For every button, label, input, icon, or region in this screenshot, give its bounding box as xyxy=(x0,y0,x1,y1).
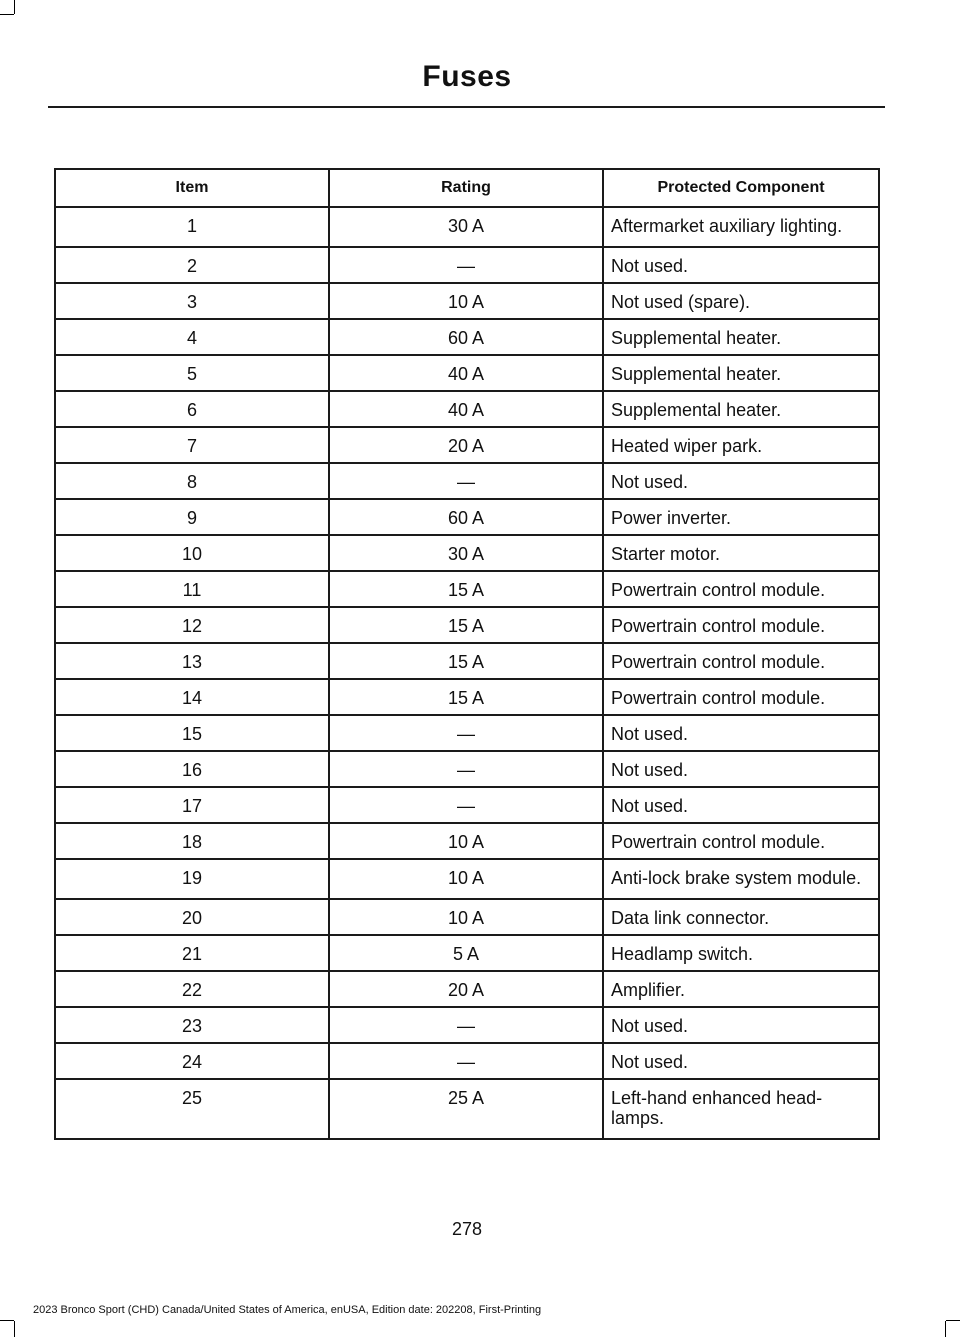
cell-item: 9 xyxy=(55,499,329,535)
cell-protected-component: Powertrain control module. xyxy=(603,823,879,859)
cell-protected-component: Not used. xyxy=(603,787,879,823)
table-row xyxy=(55,1007,879,1043)
cell-rating: — xyxy=(329,247,603,283)
cell-protected-component: Aftermarket auxiliary lighting. xyxy=(603,207,879,247)
page-number: 278 xyxy=(451,1219,483,1239)
cell-item: 11 xyxy=(55,571,329,607)
header-protected-component: Protected Component xyxy=(603,169,879,207)
cell-rating: — xyxy=(329,787,603,823)
cell-protected-component: Amplifier. xyxy=(603,971,879,1007)
cell-item: 2 xyxy=(55,247,329,283)
cell-item: 21 xyxy=(55,935,329,971)
cell-rating: 60 A xyxy=(329,499,603,535)
cell-item: 7 xyxy=(55,427,329,463)
crop-mark xyxy=(0,1320,14,1321)
cell-protected-component: Powertrain control module. xyxy=(603,643,879,679)
table-row xyxy=(55,935,879,971)
cell-item: 18 xyxy=(55,823,329,859)
cell-protected-component: Not used. xyxy=(603,715,879,751)
cell-rating: 15 A xyxy=(329,643,603,679)
cell-protected-component: Not used. xyxy=(603,1043,879,1079)
cell-item: 13 xyxy=(55,643,329,679)
table-row xyxy=(55,319,879,355)
cell-protected-component: Supplemental heater. xyxy=(603,355,879,391)
cell-protected-component: Left-hand enhanced head-lamps. xyxy=(603,1079,879,1139)
cell-item: 16 xyxy=(55,751,329,787)
cell-rating: 15 A xyxy=(329,607,603,643)
cell-item: 20 xyxy=(55,899,329,935)
cell-item: 3 xyxy=(55,283,329,319)
cell-item: 24 xyxy=(55,1043,329,1079)
cell-rating: 20 A xyxy=(329,427,603,463)
crop-mark xyxy=(14,0,15,14)
cell-rating: — xyxy=(329,1043,603,1079)
cell-rating: — xyxy=(329,751,603,787)
table-row xyxy=(55,1043,879,1079)
table-row xyxy=(55,571,879,607)
cell-item: 1 xyxy=(55,207,329,247)
table-row xyxy=(55,971,879,1007)
table-row xyxy=(55,751,879,787)
cell-protected-component: Not used. xyxy=(603,751,879,787)
cell-protected-component: Not used. xyxy=(603,463,879,499)
table-row xyxy=(55,823,879,859)
footer-edition-text: 2023 Bronco Sport (CHD) Canada/United States of America, enUSA, Edition date: 202208, First-Printing xyxy=(33,1304,542,1316)
cell-rating: 30 A xyxy=(329,535,603,571)
table-row xyxy=(55,787,879,823)
table-row xyxy=(55,679,879,715)
title-divider xyxy=(48,106,885,108)
cell-protected-component: Supplemental heater. xyxy=(603,319,879,355)
table-row xyxy=(55,1079,879,1139)
cell-rating: 20 A xyxy=(329,971,603,1007)
cell-item: 5 xyxy=(55,355,329,391)
cell-item: 23 xyxy=(55,1007,329,1043)
cell-protected-component: Not used (spare). xyxy=(603,283,879,319)
cell-rating: 15 A xyxy=(329,571,603,607)
table-row xyxy=(55,355,879,391)
cell-rating: 10 A xyxy=(329,859,603,899)
crop-mark xyxy=(945,1321,946,1337)
table-row xyxy=(55,899,879,935)
cell-rating: — xyxy=(329,1007,603,1043)
table-row xyxy=(55,207,879,247)
cell-item: 6 xyxy=(55,391,329,427)
cell-rating: 10 A xyxy=(329,283,603,319)
header-item: Item xyxy=(55,169,329,207)
fuse-table-body xyxy=(55,207,879,1139)
table-row xyxy=(55,607,879,643)
table-row xyxy=(55,391,879,427)
cell-protected-component: Powertrain control module. xyxy=(603,607,879,643)
table-row xyxy=(55,535,879,571)
cell-protected-component: Powertrain control module. xyxy=(603,571,879,607)
table-row xyxy=(55,643,879,679)
cell-protected-component: Powertrain control module. xyxy=(603,679,879,715)
cell-protected-component: Supplemental heater. xyxy=(603,391,879,427)
cell-protected-component: Anti-lock brake system module. xyxy=(603,859,879,899)
table-header-row xyxy=(55,169,879,207)
table-row xyxy=(55,463,879,499)
cell-protected-component: Heated wiper park. xyxy=(603,427,879,463)
header-rating: Rating xyxy=(329,169,603,207)
cell-item: 8 xyxy=(55,463,329,499)
cell-rating: 25 A xyxy=(329,1079,603,1139)
cell-item: 12 xyxy=(55,607,329,643)
cell-rating: — xyxy=(329,463,603,499)
table-row xyxy=(55,859,879,899)
cell-rating: 5 A xyxy=(329,935,603,971)
table-row xyxy=(55,499,879,535)
cell-item: 15 xyxy=(55,715,329,751)
crop-mark xyxy=(0,14,14,15)
cell-item: 25 xyxy=(55,1079,329,1139)
table-row xyxy=(55,427,879,463)
fuse-table xyxy=(54,168,880,1140)
cell-item: 19 xyxy=(55,859,329,899)
cell-protected-component: Power inverter. xyxy=(603,499,879,535)
cell-item: 17 xyxy=(55,787,329,823)
cell-item: 14 xyxy=(55,679,329,715)
cell-protected-component: Not used. xyxy=(603,1007,879,1043)
cell-rating: 40 A xyxy=(329,391,603,427)
crop-mark xyxy=(946,1320,960,1321)
cell-rating: 40 A xyxy=(329,355,603,391)
cell-rating: 10 A xyxy=(329,823,603,859)
cell-item: 4 xyxy=(55,319,329,355)
cell-item: 10 xyxy=(55,535,329,571)
table-row xyxy=(55,715,879,751)
cell-rating: 60 A xyxy=(329,319,603,355)
cell-protected-component: Not used. xyxy=(603,247,879,283)
cell-protected-component: Headlamp switch. xyxy=(603,935,879,971)
cell-rating: 15 A xyxy=(329,679,603,715)
cell-protected-component: Starter motor. xyxy=(603,535,879,571)
cell-rating: 10 A xyxy=(329,899,603,935)
table-row xyxy=(55,247,879,283)
crop-mark xyxy=(14,1321,15,1337)
page-title: Fuses xyxy=(422,60,512,93)
cell-rating: — xyxy=(329,715,603,751)
cell-rating: 30 A xyxy=(329,207,603,247)
table-row xyxy=(55,283,879,319)
cell-protected-component: Data link connector. xyxy=(603,899,879,935)
cell-item: 22 xyxy=(55,971,329,1007)
